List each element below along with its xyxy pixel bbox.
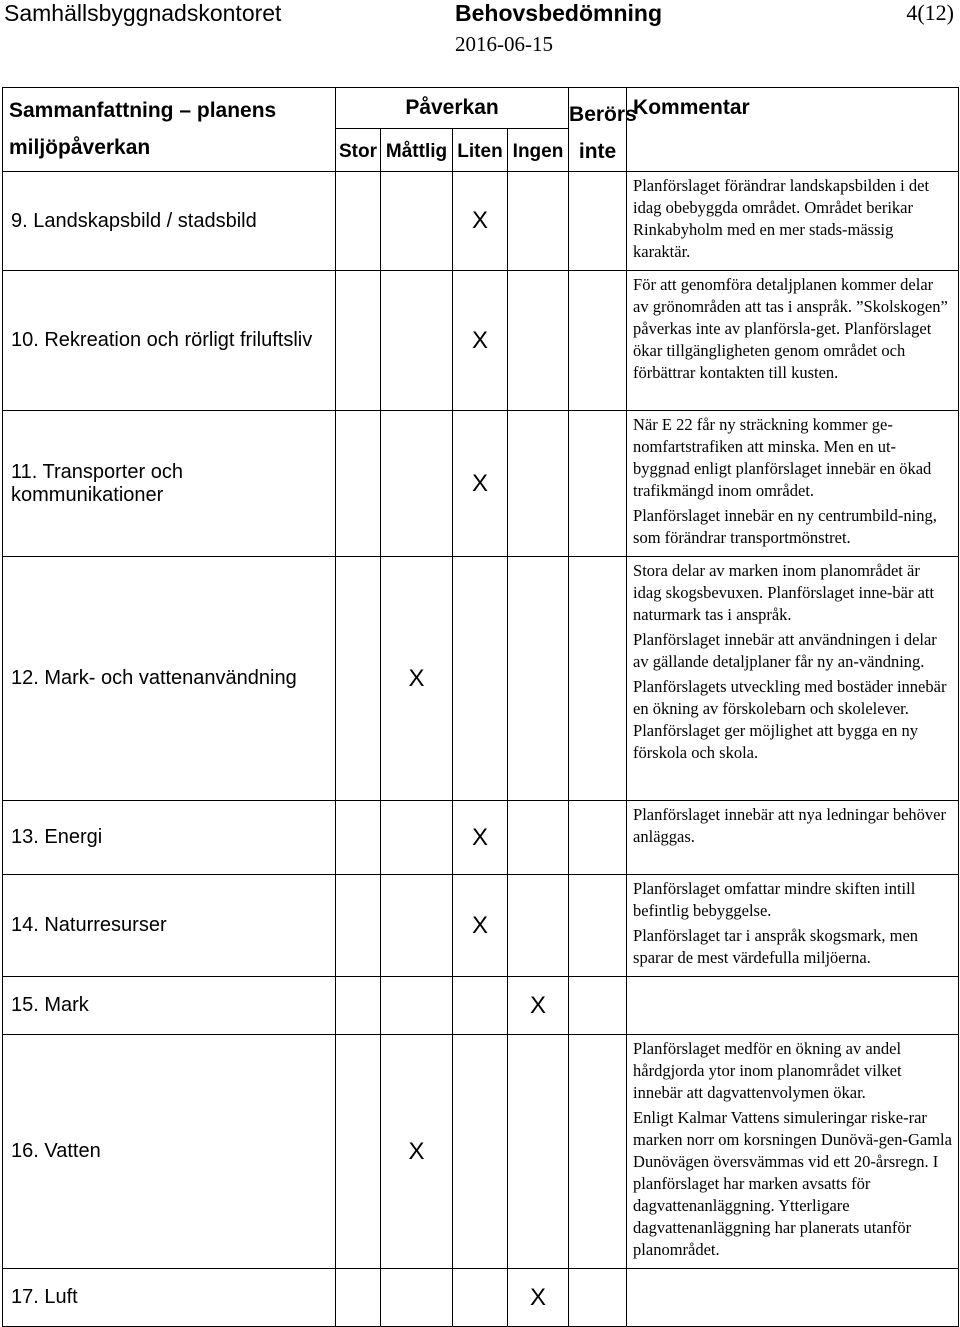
table-row — [3, 1035, 959, 1269]
impact-liten-cell — [453, 1035, 508, 1269]
category-cell: 15. Mark — [3, 977, 336, 1035]
impact-stor-cell — [336, 271, 381, 411]
comment-cell — [627, 271, 959, 411]
page-header — [0, 0, 960, 62]
impact-liten-cell — [453, 557, 508, 801]
impact-berors-cell — [569, 271, 627, 411]
impact-mattlig-cell: X — [381, 1035, 453, 1269]
table-row — [3, 977, 959, 1035]
category-cell: 11. Transporter och kommunikationer — [3, 411, 336, 557]
comment-paragraph: Stora delar av marken inom planområdet är idag skogsbevuxen. Planförslaget inne-bär att naturmark tas i anspråk. — [633, 561, 935, 624]
impact-column-header: Påverkan — [336, 88, 569, 129]
comment-paragraph: Planförslagets utveckling med bostäder innebär en ökning av förskolebarn och skolelever. Planförslaget ger möjlighet att bygga en ny förskola och skola. — [633, 677, 947, 762]
comment-paragraph: Planförslaget tar i anspråk skogsmark, men sparar de mest värdefulla miljöerna. — [633, 926, 919, 967]
impact-berors-cell — [569, 1269, 627, 1327]
category-cell: 17. Luft — [3, 1269, 336, 1327]
comment-cell — [627, 1269, 959, 1327]
not-affected-column-header — [569, 88, 637, 172]
impact-mattlig-cell — [381, 875, 453, 977]
assessment-rows — [3, 172, 959, 1327]
page-number: 4(12) — [906, 0, 954, 25]
comment-paragraph: För att genomföra detaljplanen kommer delar av grönområden att tas i anspråk. ”Skolskogen” påverkas inte av planförsla-get. Planförslaget ökar tillgängligheten genom området och förbättrar kontakten till kusten. — [633, 275, 948, 382]
col-stor-header: Stor — [336, 129, 381, 172]
impact-ingen-cell: X — [508, 1269, 569, 1327]
impact-stor-cell — [336, 557, 381, 801]
impact-liten-cell: X — [453, 411, 508, 557]
impact-mattlig-cell — [381, 411, 453, 557]
summary-column-header — [3, 88, 336, 172]
comment-cell — [627, 411, 959, 557]
impact-mattlig-cell: X — [381, 557, 453, 801]
category-cell: 9. Landskapsbild / stadsbild — [3, 172, 336, 271]
impact-mattlig-cell — [381, 271, 453, 411]
category-cell: 12. Mark- och vattenanvändning — [3, 557, 336, 801]
impact-stor-cell — [336, 977, 381, 1035]
impact-stor-cell — [336, 1035, 381, 1269]
impact-stor-cell — [336, 875, 381, 977]
col-ingen-header: Ingen — [508, 129, 569, 172]
comment-cell — [627, 557, 959, 801]
summary-header-line2: miljöpåverkan — [9, 136, 151, 159]
comment-paragraph: Planförslaget innebär en ny centrumbild-ning, som förändrar transportmönstret. — [633, 506, 937, 547]
table-row — [3, 172, 959, 271]
impact-mattlig-cell — [381, 977, 453, 1035]
col-mattlig-header: Måttlig — [381, 129, 453, 172]
impact-liten-cell — [453, 1269, 508, 1327]
comment-cell — [627, 977, 959, 1035]
category-cell: 16. Vatten — [3, 1035, 336, 1269]
comment-paragraph: Planförslaget omfattar mindre skiften intill befintlig bebyggelse. — [633, 879, 916, 920]
comment-paragraph: Planförslaget innebär att nya ledningar behöver anläggas. — [633, 805, 946, 846]
comment-cell — [627, 875, 959, 977]
impact-stor-cell — [336, 801, 381, 875]
impact-berors-cell — [569, 557, 627, 801]
impact-ingen-cell: X — [508, 977, 569, 1035]
table-row — [3, 411, 959, 557]
impact-liten-cell: X — [453, 172, 508, 271]
impact-liten-cell: X — [453, 875, 508, 977]
table-row — [3, 801, 959, 875]
comment-column-header: Kommentar — [627, 88, 959, 172]
impact-berors-cell — [569, 875, 627, 977]
impact-ingen-cell — [508, 801, 569, 875]
table-row — [3, 875, 959, 977]
impact-stor-cell — [336, 411, 381, 557]
table-row — [3, 271, 959, 411]
comment-paragraph: När E 22 får ny sträckning kommer ge-nomfartstrafiken att minska. Men en ut-byggnad enligt planförslaget innebär en ökad trafikmängd inom området. — [633, 415, 932, 500]
office-name: Samhällsbyggnadskontoret — [4, 0, 282, 26]
impact-mattlig-cell — [381, 172, 453, 271]
assessment-table — [2, 87, 959, 1327]
impact-ingen-cell — [508, 411, 569, 557]
impact-liten-cell: X — [453, 801, 508, 875]
impact-berors-cell — [569, 801, 627, 875]
impact-ingen-cell — [508, 172, 569, 271]
impact-liten-cell — [453, 977, 508, 1035]
comment-paragraph: Planförslaget innebär att användningen i delar av gällande detaljplaner får ny an-vändning. — [633, 630, 937, 671]
impact-berors-cell — [569, 1035, 627, 1269]
impact-stor-cell — [336, 1269, 381, 1327]
impact-ingen-cell — [508, 557, 569, 801]
impact-berors-cell — [569, 411, 627, 557]
table-header-row — [3, 88, 959, 129]
comment-cell — [627, 1035, 959, 1269]
category-cell: 13. Energi — [3, 801, 336, 875]
impact-liten-cell: X — [453, 271, 508, 411]
category-cell: 14. Naturresurser — [3, 875, 336, 977]
comment-paragraph: Planförslaget förändrar landskapsbilden i det idag obebyggda området. Området berikar Rinkabyholm med en mer stads-mässig karaktär. — [633, 176, 930, 261]
document-date: 2016-06-15 — [455, 32, 553, 56]
impact-stor-cell — [336, 172, 381, 271]
table-row — [3, 557, 959, 801]
comment-cell — [627, 172, 959, 271]
not-affected-header-line1: Berörs — [569, 103, 637, 126]
impact-ingen-cell — [508, 271, 569, 411]
impact-berors-cell — [569, 977, 627, 1035]
table-row — [3, 1269, 959, 1327]
impact-ingen-cell — [508, 1035, 569, 1269]
impact-ingen-cell — [508, 875, 569, 977]
comment-paragraph: Planförslaget medför en ökning av andel hårdgjorda ytor inom planområdet vilket innebär att dagvattenvolymen ökar. — [633, 1039, 902, 1102]
comment-paragraph: Enligt Kalmar Vattens simuleringar riske-rar marken norr om korsningen Dunövä-gen-Gamla Dunövägen översvämmas vid ett 20-årsregn. I planförslaget har marken avsatts för dagvattenanläggning. Ytterligare dagvattenanläggning har planerats utanför planområdet. — [633, 1108, 952, 1259]
category-cell: 10. Rekreation och rörligt friluftsliv — [3, 271, 336, 411]
document-title: Behovsbedömning — [455, 0, 663, 26]
summary-header-line1: Sammanfattning – planens — [9, 99, 277, 122]
col-liten-header: Liten — [453, 129, 508, 172]
impact-mattlig-cell — [381, 801, 453, 875]
comment-cell — [627, 801, 959, 875]
not-affected-header-line2: inte — [578, 140, 617, 163]
impact-mattlig-cell — [381, 1269, 453, 1327]
impact-berors-cell — [569, 172, 627, 271]
